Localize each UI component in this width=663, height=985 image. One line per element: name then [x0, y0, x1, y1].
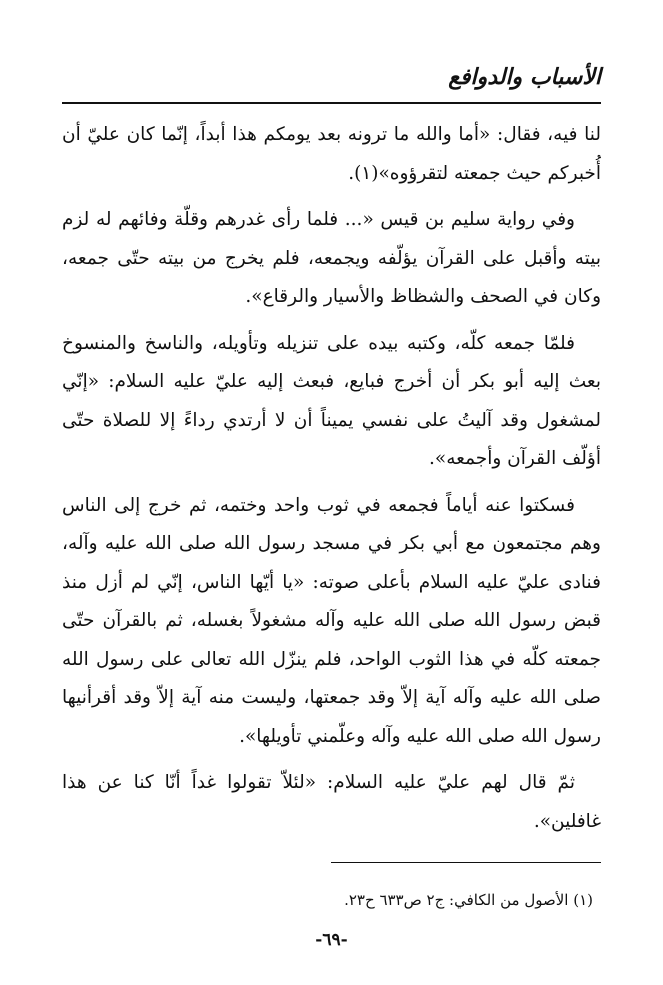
paragraph-3: فلمّا جمعه كلّه، وكتبه بيده على تنزيله وتأويله، والناسخ والمنسوخ بعث إليه أبو بكر أن أخرج فبايع، فبعث إليه عليّ عليه السلام: «إنّي لمشغول وقد آليتُ على نفسي يميناً أن لا أرتدي رداءً إلا للصلاة حتّى أؤلّف القرآن وأجمعه».: [62, 332, 601, 469]
footnote: (١) الأصول من الكافي: ج٢ ص٦٣٣ ح٢٣.: [344, 891, 593, 909]
header-title: الأسباب والدوافع: [448, 64, 601, 90]
paragraph-1: لنا فيه، فقال: «أما والله ما ترونه بعد يومكم هذا أبداً، إنّما كان عليّ أن أُخبركم حيث جمعته لتقرؤوه»(١).: [62, 124, 601, 184]
header-rule: [62, 102, 601, 104]
paragraph-4: فسكتوا عنه أياماً فجمعه في ثوب واحد وختمه، ثم خرج إلى الناس وهم مجتمعون مع أبي بكر في مسجد رسول الله صلى الله عليه وآله، فنادى عليّ عليه السلام بأعلى صوته: «يا أيّها الناس، إنّي لم أزل منذ قبض رسول الله صلى الله عليه وآله مشغولاً بغسله، ثم بالقرآن حتّى جمعته كلّه في هذا الثوب الواحد، فلم ينزّل الله تعالى على رسول الله صلى الله عليه وآله آية إلاّ وقد جمعتها، وليست منه آية إلاّ وقد أقرأنيها رسول الله صلى الله عليه وآله وعلّمني تأويلها».: [62, 494, 601, 747]
body-text: [62, 116, 601, 849]
footnote-rule: [331, 862, 601, 863]
paragraph-2: وفي رواية سليم بن قيس «... فلما رأى غدرهم وقلّة وفائهم له لزم بيته وأقبل على القرآن يؤلّفه ويجمعه، فلم يخرج من بيته حتّى جمعه، وكان في الصحف والشظاظ والأسيار والرقاع».: [62, 209, 601, 307]
page-number: -٦٩-: [315, 930, 348, 950]
paragraph-5: ثمّ قال لهم عليّ عليه السلام: «لئلاّ تقولوا غداً أنّا كنا عن هذا غافلين».: [62, 772, 601, 832]
running-header: [62, 64, 601, 104]
